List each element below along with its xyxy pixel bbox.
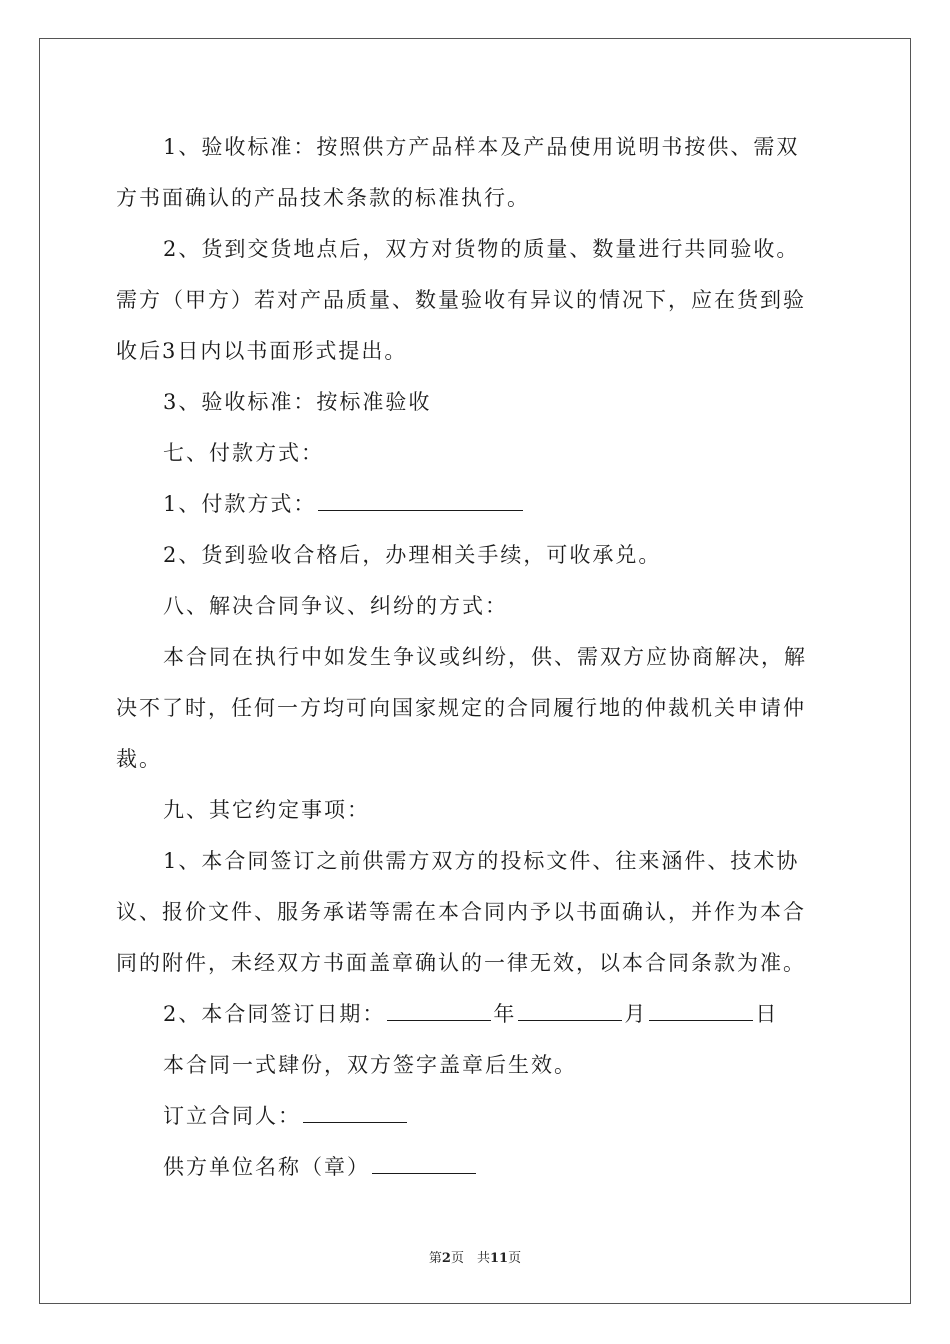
signatory-label: 订立合同人：	[163, 1104, 301, 1128]
text-line: 2、货到验收合格后，办理相关手续，可收承兑。	[163, 543, 662, 567]
supplier-name-label: 供方单位名称（章）	[163, 1155, 370, 1179]
text-line: 1、本合同签订之前供需方双方的投标文件、往来涵件、技术协	[163, 849, 800, 873]
text-line: 议、报价文件、服务承诺等需在本合同内予以书面确认，并作为本合	[116, 900, 806, 924]
section-heading: 八、解决合同争议、纠纷的方式：	[163, 594, 508, 618]
text-line: 3、验收标准：按标准验收	[163, 390, 432, 414]
text-line: 1、验收标准：按照供方产品样本及产品使用说明书按供、需双	[163, 135, 800, 159]
text-line: 裁。	[116, 747, 162, 771]
payment-method-blank	[318, 492, 523, 511]
text-line: 本合同在执行中如发生争议或纠纷，供、需双方应协商解决，解	[163, 645, 807, 669]
signatory-blank	[303, 1104, 407, 1123]
text-line-with-blank	[116, 479, 840, 530]
year-blank	[387, 1002, 491, 1021]
total-pages: 11	[489, 1251, 509, 1266]
supplier-name-line	[116, 1142, 840, 1193]
page-footer	[0, 1247, 950, 1266]
text-line: 需方（甲方）若对产品质量、数量验收有异议的情况下，应在货到验	[116, 288, 806, 312]
sign-date-line	[116, 989, 840, 1040]
payment-method-label: 1、付款方式：	[163, 492, 317, 516]
year-label: 年	[493, 1002, 517, 1026]
sign-date-label: 2、本合同签订日期：	[163, 1002, 386, 1026]
signatory-line	[116, 1091, 840, 1142]
day-blank	[649, 1002, 753, 1021]
footer-suffix: 页	[508, 1251, 522, 1266]
document-body	[116, 122, 840, 1193]
month-label: 月	[624, 1002, 648, 1026]
page-number: 2	[441, 1251, 451, 1266]
text-line: 本合同一式肆份，双方签字盖章后生效。	[163, 1053, 577, 1077]
section-heading: 七、付款方式：	[163, 441, 324, 465]
text-line: 方书面确认的产品技术条款的标准执行。	[116, 186, 530, 210]
footer-mid: 页 共	[450, 1251, 490, 1266]
month-blank	[518, 1002, 622, 1021]
text-line: 2、货到交货地点后，双方对货物的质量、数量进行共同验收。	[163, 237, 800, 261]
section-heading: 九、其它约定事项：	[163, 798, 370, 822]
day-label: 日	[755, 1002, 779, 1026]
text-line: 决不了时，任何一方均可向国家规定的合同履行地的仲裁机关申请仲	[116, 696, 806, 720]
footer-prefix: 第	[428, 1251, 442, 1266]
text-line: 收后3日内以书面形式提出。	[116, 339, 408, 363]
text-line: 同的附件，未经双方书面盖章确认的一律无效，以本合同条款为准。	[116, 951, 806, 975]
supplier-name-blank	[372, 1155, 476, 1174]
